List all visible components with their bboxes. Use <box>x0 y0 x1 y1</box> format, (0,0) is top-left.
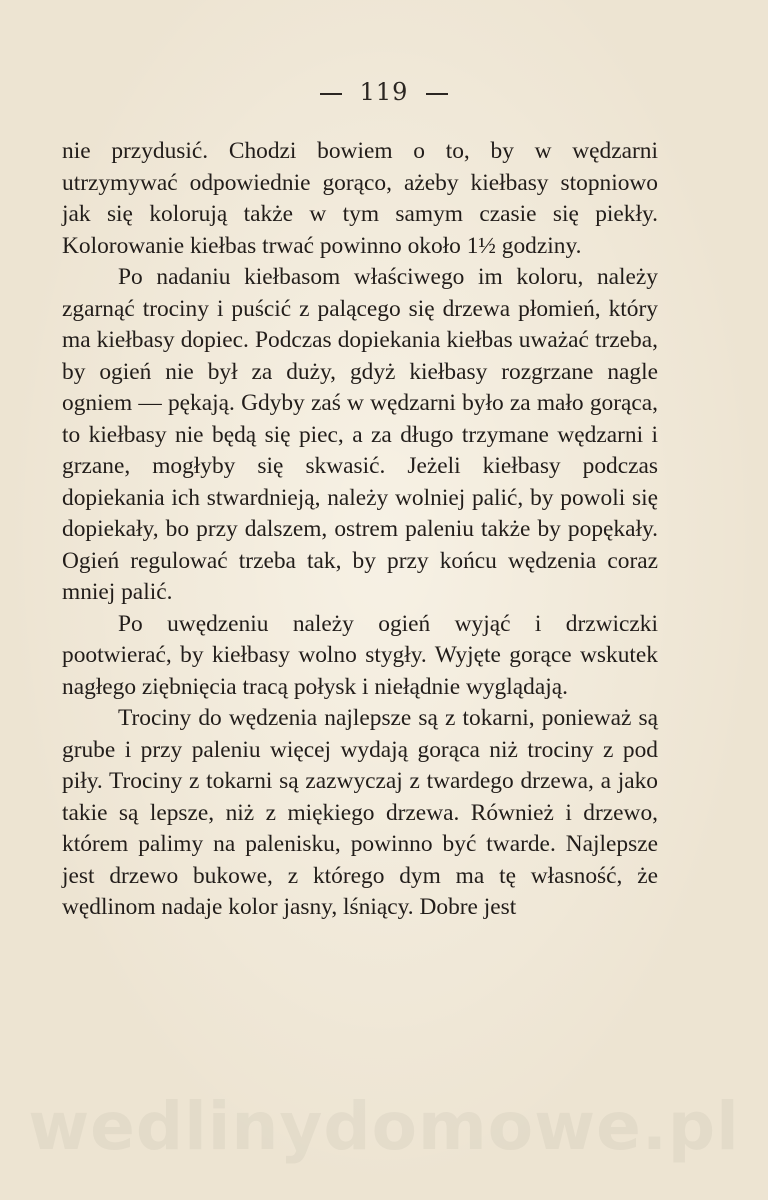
page-header <box>0 78 768 106</box>
paragraph: Po nadaniu kiełbasom właściwego im koloru, należy zgarnąć trociny i puścić z palącego się drzewa płomień, który ma kiełbasy dopiec. Podczas dopiekania kiełbas uważać trzeba, by ogień nie był za duży, gdyż kiełbasy rozgrzane nagle ogniem — pękają. Gdyby zaś w wędzarni było za mało gorąca, to kiełbasy nie będą się piec, a za długo trzymane wędzarni i grzane, mogłyby się skwasić. Jeżeli kiełbasy podczas dopiekania ich stwardnieją, należy wolniej palić, by powoli się dopiekały, bo przy dalszem, ostrem paleniu także by popękały. Ogień regulować trzeba tak, by przy końcu wędzenia coraz mniej palić. <box>62 264 658 605</box>
paragraph: Po uwędzeniu należy ogień wyjąć i drzwiczki pootwierać, by kiełbasy wolno stygły. Wyjęte gorące wskutek nagłego ziębnięcia tracą połysk i niełądnie wyglądają. <box>62 610 658 700</box>
body-text <box>62 136 658 924</box>
header-dash-left <box>320 93 342 95</box>
watermark: wedlinydomowe.pl <box>28 1088 740 1165</box>
paragraph: nie przydusić. Chodzi bowiem o to, by w wędzarni utrzymywać odpowiednie gorąco, ażeby kiełbasy stopniowo jak się kolorują także w tym samym czasie się piekły. Kolorowanie kiełbas trwać powinno około 1½ godziny. <box>62 138 658 259</box>
paragraph: Trociny do wędzenia najlepsze są z tokarni, ponieważ są grube i przy paleniu więcej wydają gorąca niż trociny z pod piły. Trociny z tokarni są zazwyczaj z twardego drzewa, a jako takie są lepsze, niż z miękiego drzewa. Również i drzewo, którem palimy na palenisku, powinno być twarde. Najlepsze jest drzewo bukowe, z którego dym ma tę własność, że wędlinom nadaje kolor jasny, lśniący. Dobre jest <box>62 705 658 920</box>
header-dash-right <box>426 93 448 95</box>
page-number: 119 <box>359 78 409 106</box>
